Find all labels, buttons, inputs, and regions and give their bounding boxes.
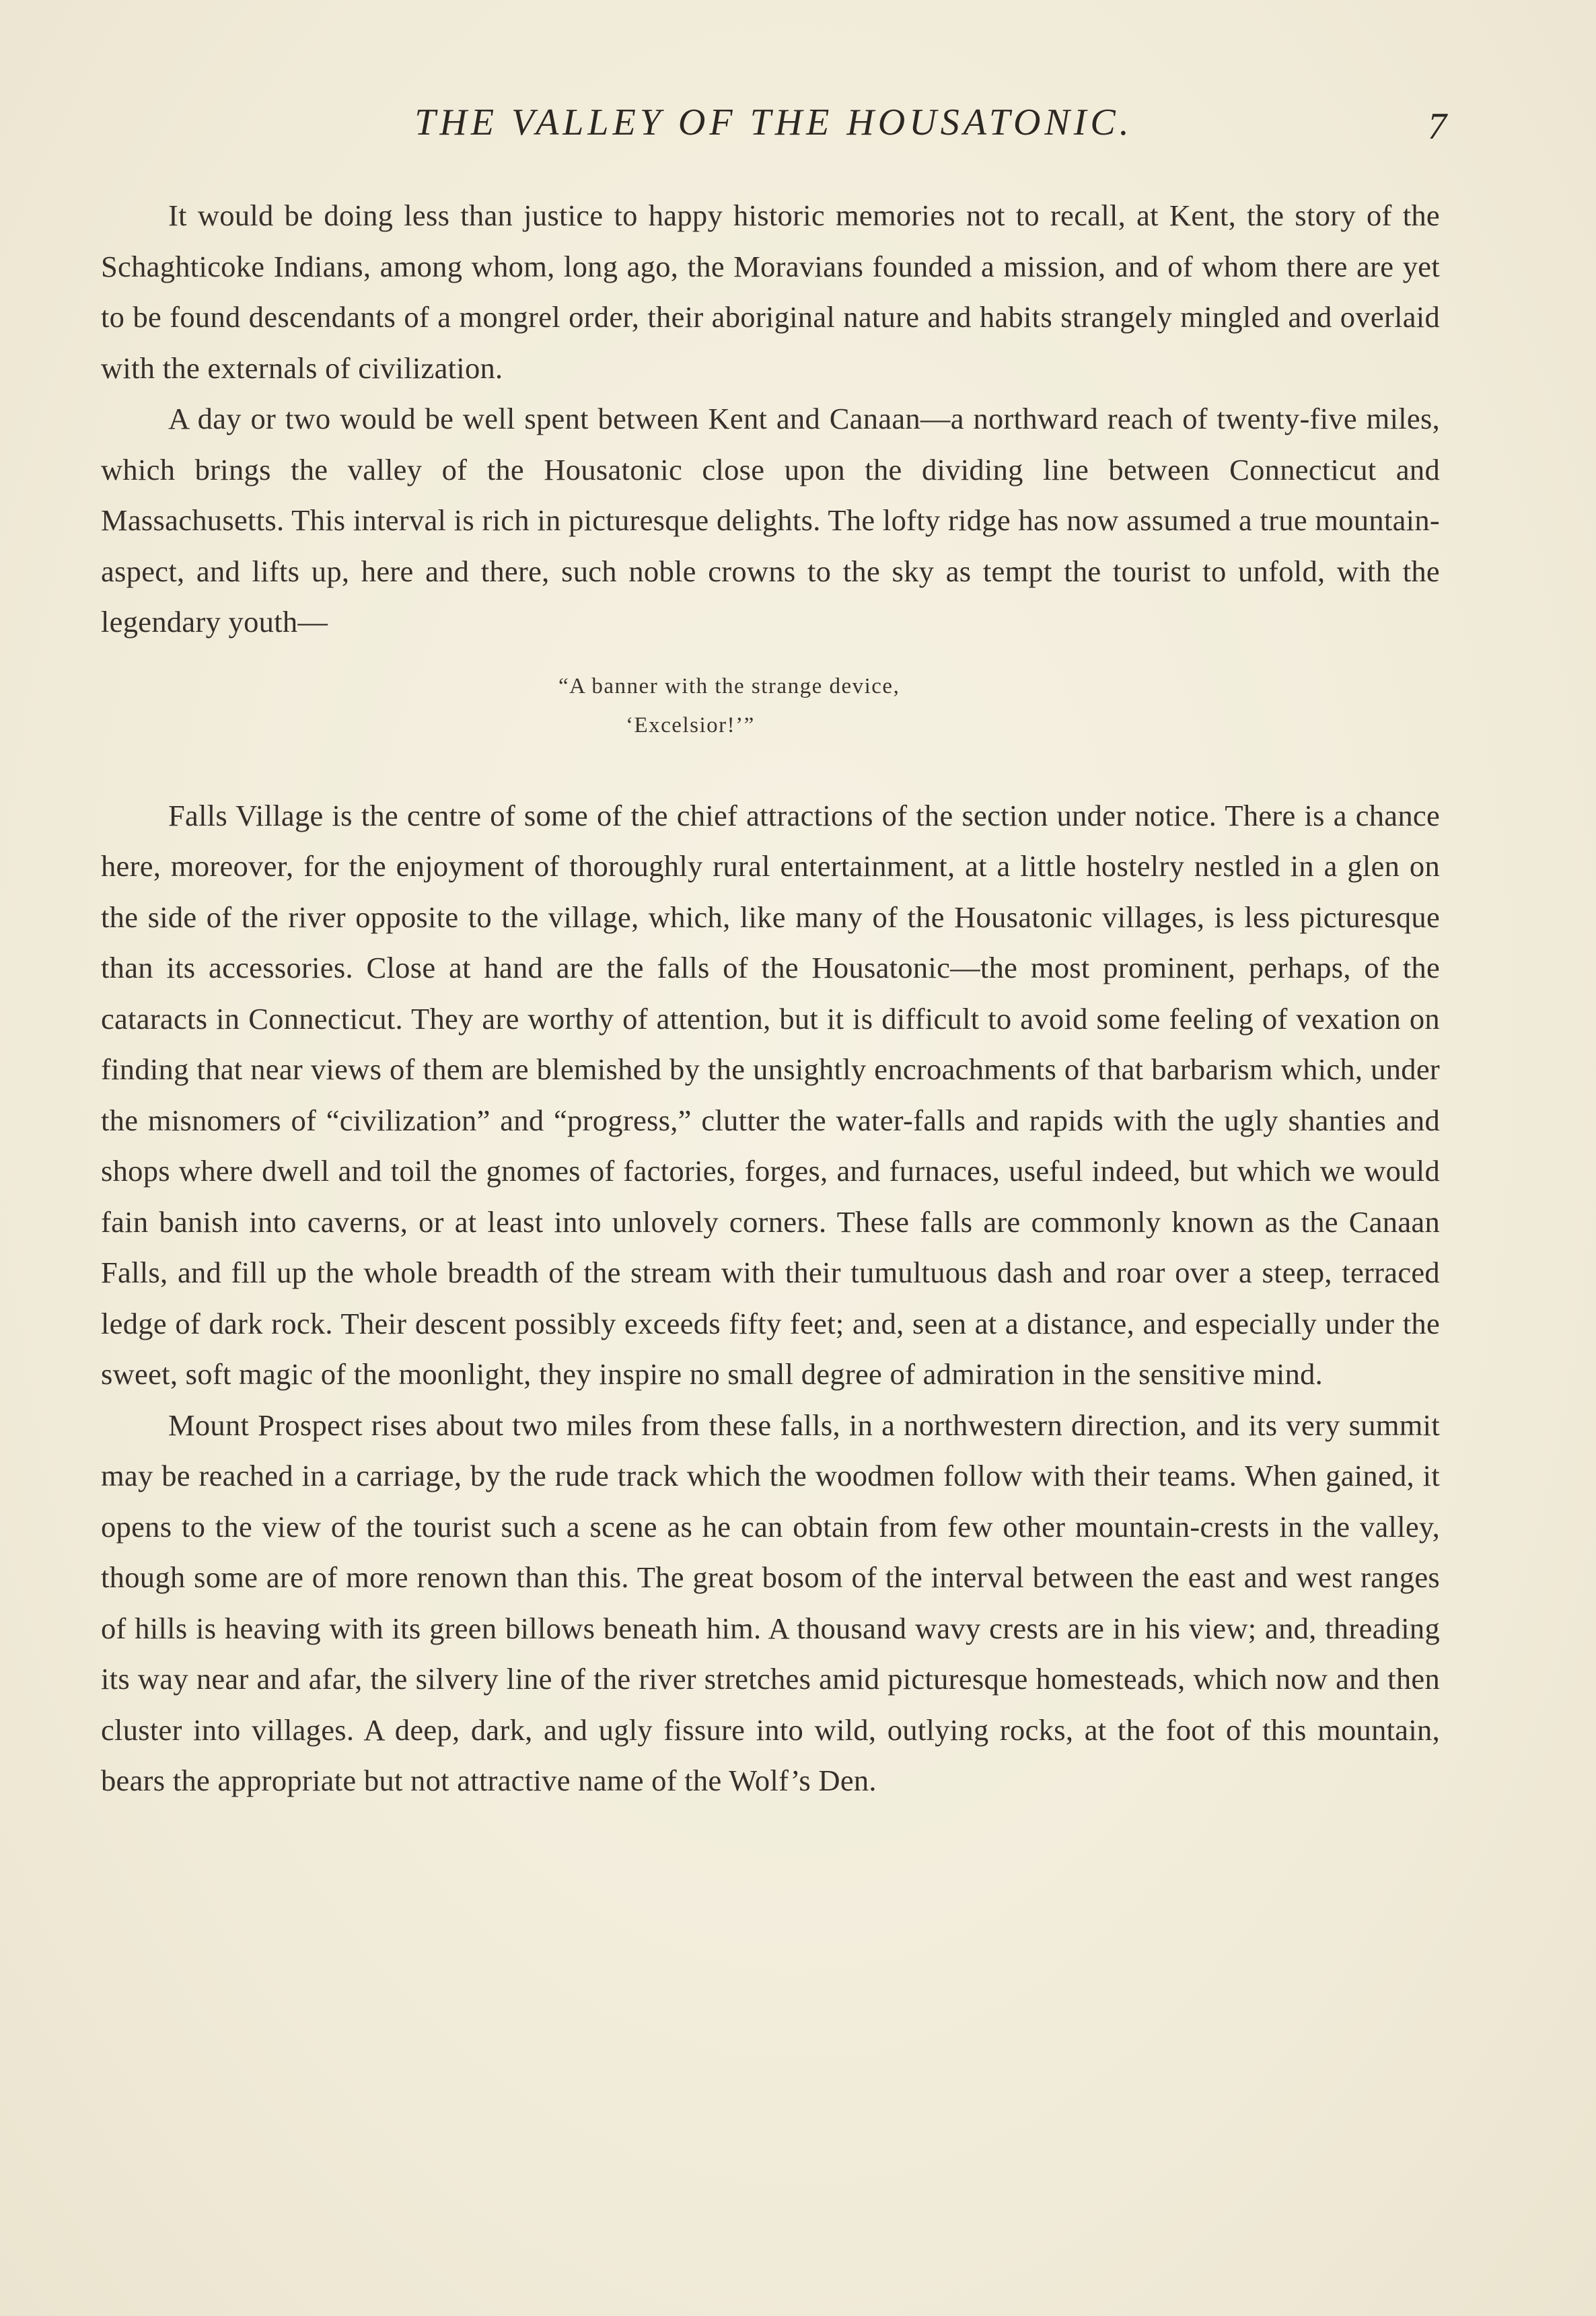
paragraph-schaghticoke: It would be doing less than justice to happy historic memories not to recall, at Kent, the story of the Schaghticoke Indians, among whom, long ago, the Moravians founded a mission, and of whom there are yet to be found descendants of a mongrel order, their aboriginal nature and habits strangely mingled and overlaid with the externals of civilization. <box>101 198 1440 385</box>
running-title: THE VALLEY OF THE HOUSATONIC. <box>414 102 1133 143</box>
page-header <box>101 101 1447 155</box>
paragraph-falls-village: Falls Village is the centre of some of the chief attractions of the section under notice. There is a chance here, moreover, for the enjoyment of thoroughly rural entertainment, at a little hostelry nestled in a glen on the side of the river opposite to the village, which, like many of the Housatonic villages, is less picturesque than its accessories. Close at hand are the falls of the Housatonic—the most prominent, perhaps, of the cataracts in Connecticut. They are worthy of attention, but it is difficult to avoid some feeling of vexation on finding that near views of them are blemished by the unsightly encroachments of that barbarism which, under the misnomers of “civilization” and “progress,” clutter the water-falls and rapids with the ugly shanties and shops where dwell and toil the gnomes of factories, forges, and furnaces, useful indeed, but which we would fain banish into caverns, or at least into unlovely corners. These falls are commonly known as the Canaan Falls, and fill up the whole breadth of the stream with their tumultuous dash and roar over a steep, terraced ledge of dark rock. Their descent possibly exceeds fifty feet; and, seen at a distance, and especially under the sweet, soft magic of the moonlight, they inspire no small degree of admiration in the sensitive mind. <box>101 798 1440 1391</box>
paragraph-kent-canaan: A day or two would be well spent between Kent and Canaan—a northward reach of twenty-five miles, which brings the valley of the Housatonic close upon the dividing line between Connecticut and Massachusetts. This interval is rich in picturesque delights. The lofty ridge has now assumed a true mountain-aspect, and lifts up, here and there, such noble crowns to the sky as tempt the tourist to unfold, with the legendary youth— <box>101 402 1440 639</box>
excelsior-quote <box>101 667 1440 745</box>
body-text <box>101 190 1440 1807</box>
quote-line-1: “A banner with the strange device, <box>558 674 900 698</box>
quote-line-2: ‘Excelsior!’” <box>626 713 755 737</box>
paragraph-mount-prospect: Mount Prospect rises about two miles from these falls, in a northwestern direction, and its very summit may be reached in a carriage, by the rude track which the woodmen follow with their teams. When gained, it opens to the view of the tourist such a scene as he can obtain from few other mountain-crests in the valley, though some are of more renown than this. The great bosom of the interval between the east and west ranges of hills is heaving with its green billows beneath him. A thousand wavy crests are in his view; and, threading its way near and afar, the silvery line of the river stretches amid picturesque homesteads, which now and then cluster into villages. A deep, dark, and ugly fissure into wild, outlying rocks, at the foot of this mountain, bears the appropriate but not attractive name of the Wolf’s Den. <box>101 1408 1440 1797</box>
page-number: 7 <box>1428 106 1447 147</box>
